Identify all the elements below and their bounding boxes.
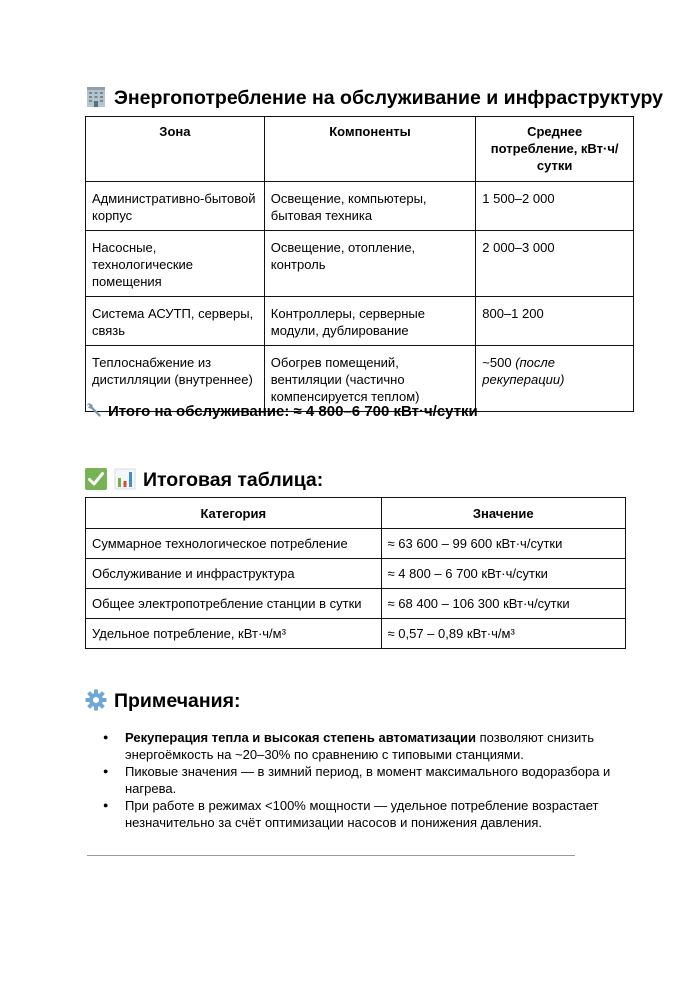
wrench-icon	[85, 402, 102, 419]
note-bold-text: Рекуперация тепла и высокая степень автоматизации	[125, 730, 477, 745]
section-title: Итоговая таблица:	[143, 469, 324, 491]
cell-value: ≈ 4 800 – 6 700 кВт·ч/сутки	[381, 559, 625, 589]
table-row	[86, 559, 626, 589]
note-text: При работе в режимах <100% мощности — удельное потребление возрастает незначительно за счёт оптимизации насосов и понижения давления.	[125, 798, 599, 830]
list-item	[125, 763, 665, 797]
cell-components: Освещение, отопление, контроль	[264, 231, 476, 297]
column-header-zone: Зона	[86, 117, 265, 182]
maintenance-total-text: Итого на обслуживание: ≈ 4 800–6 700 кВт·ч/сутки	[108, 403, 478, 420]
column-header-value: Значение	[381, 498, 625, 529]
cell-zone: Теплоснабжение из дистилляции (внутреннее)	[86, 346, 265, 412]
office-building-icon	[85, 86, 107, 108]
summary-table	[85, 497, 626, 649]
table-header-row	[86, 498, 626, 529]
cell-components: Контроллеры, серверные модули, дублирование	[264, 297, 476, 346]
cell-value: 1 500–2 000	[476, 182, 634, 231]
cell-zone: Административно-бытовой корпус	[86, 182, 265, 231]
section-heading-summary	[85, 468, 323, 492]
cell-value	[476, 346, 634, 412]
note-text: Пиковые значения — в зимний период, в момент максимального водоразбора и нагрева.	[125, 764, 611, 796]
note-text: позволяют снизить энергоёмкость на ~20–30% по сравнению с типовыми станциями.	[125, 730, 594, 762]
horizontal-divider	[87, 855, 575, 856]
check-mark-icon	[85, 468, 107, 490]
list-item	[125, 797, 665, 831]
cell-category: Обслуживание и инфраструктура	[86, 559, 382, 589]
cell-zone: Система АСУТП, серверы, связь	[86, 297, 265, 346]
list-item	[125, 729, 665, 763]
section-heading-infrastructure	[85, 86, 663, 110]
bar-chart-icon	[114, 468, 136, 490]
cell-value: 2 000–3 000	[476, 231, 634, 297]
cell-category: Удельное потребление, кВт·ч/м³	[86, 619, 382, 649]
table-row	[86, 529, 626, 559]
cell-value: ≈ 0,57 – 0,89 кВт·ч/м³	[381, 619, 625, 649]
cell-value: ≈ 68 400 – 106 300 кВт·ч/сутки	[381, 589, 625, 619]
cell-zone: Насосные, технологические помещения	[86, 231, 265, 297]
cell-category: Общее электропотребление станции в сутки	[86, 589, 382, 619]
section-title: Энергопотребление на обслуживание и инфраструктуру	[114, 87, 663, 109]
cell-value: 800–1 200	[476, 297, 634, 346]
section-heading-notes	[85, 689, 241, 713]
cell-value-note: (после рекуперации)	[482, 355, 565, 387]
notes-list	[85, 729, 665, 831]
cell-components: Обогрев помещений, вентиляции (частично компенсируется теплом)	[264, 346, 476, 412]
column-header-components: Компоненты	[264, 117, 476, 182]
section-title: Примечания:	[114, 690, 241, 712]
column-header-consumption: Среднее потребление, кВт·ч/сутки	[476, 117, 634, 182]
cell-value: ≈ 63 600 – 99 600 кВт·ч/сутки	[381, 529, 625, 559]
table-row	[86, 619, 626, 649]
table-row	[86, 182, 634, 231]
maintenance-total	[85, 402, 478, 422]
cell-components: Освещение, компьютеры, бытовая техника	[264, 182, 476, 231]
table-row	[86, 231, 634, 297]
cell-category: Суммарное технологическое потребление	[86, 529, 382, 559]
infrastructure-consumption-table	[85, 116, 634, 412]
table-row	[86, 297, 634, 346]
table-header-row	[86, 117, 634, 182]
gear-icon	[85, 689, 107, 711]
table-row	[86, 589, 626, 619]
cell-value-number: ~500	[482, 355, 512, 370]
column-header-category: Категория	[86, 498, 382, 529]
